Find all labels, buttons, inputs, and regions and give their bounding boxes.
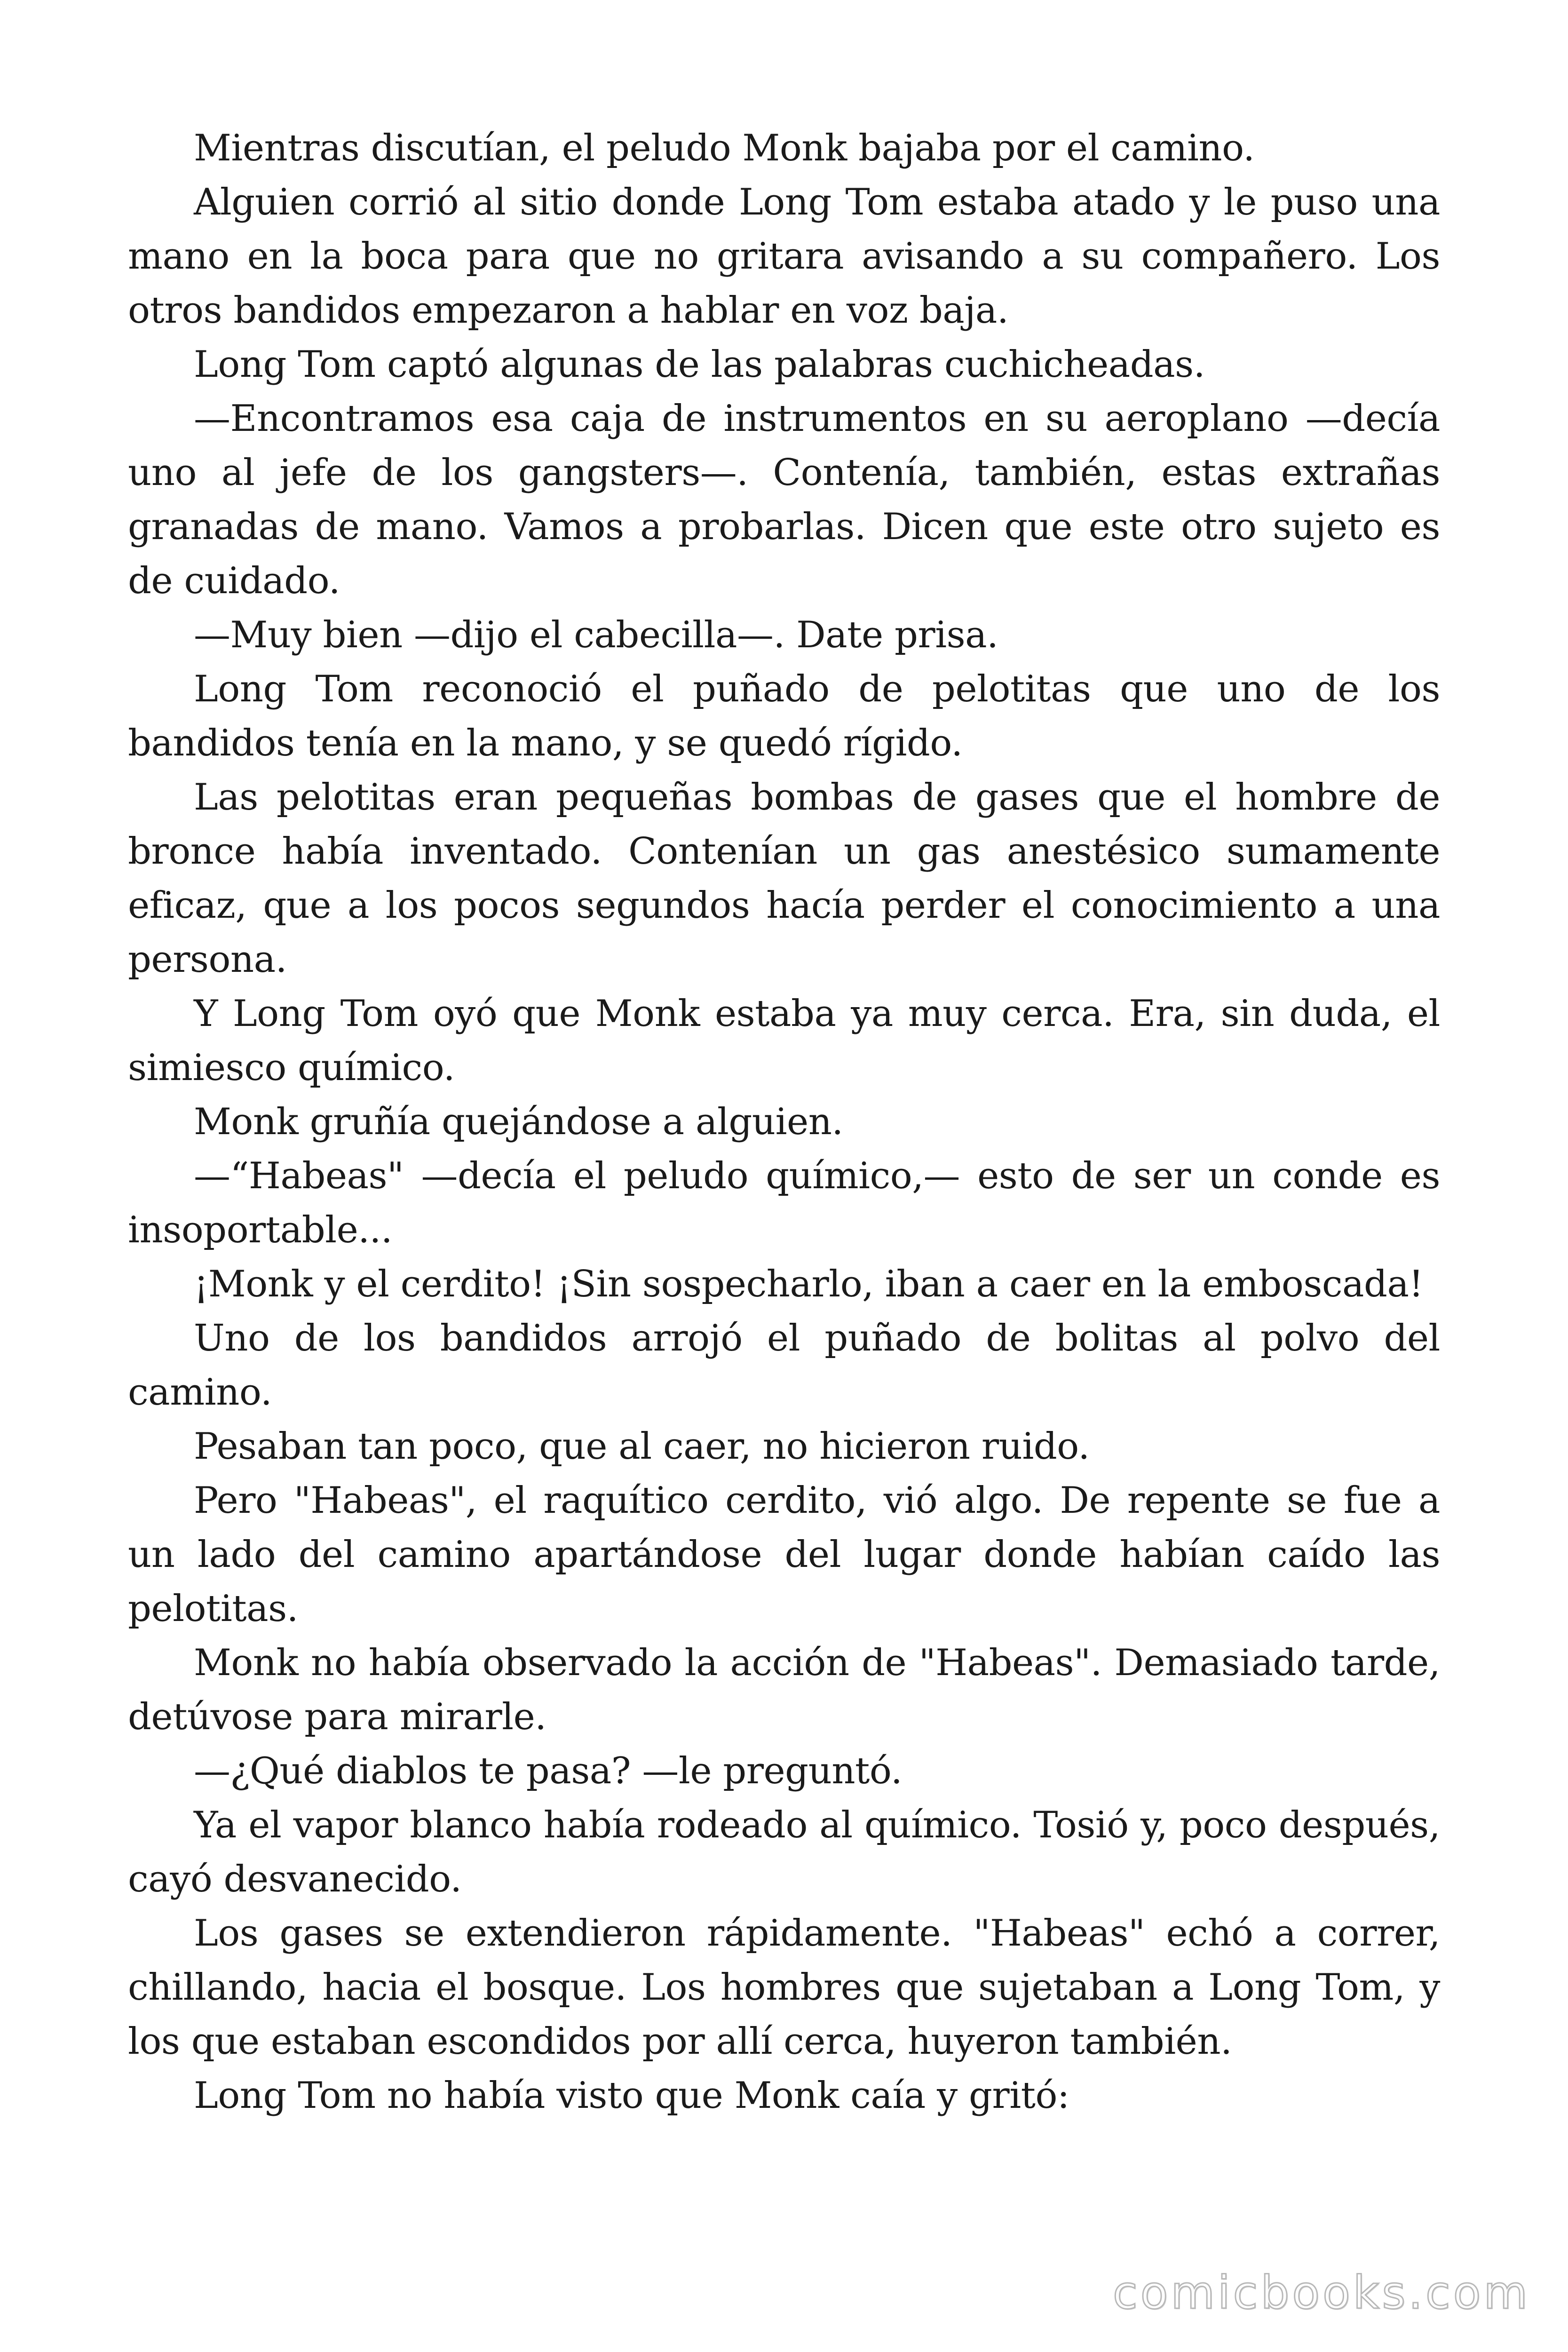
paragraph-15: Monk no había observado la acción de "Habeas". Demasiado tarde, detúvose para mirarle.: [128, 1642, 1440, 1738]
paragraph-14: Pero "Habeas", el raquítico cerdito, vió algo. De repente se fue a un lado del camino apartándose del lugar donde habían caído las pelotitas.: [128, 1479, 1440, 1630]
paragraph-16: —¿Qué diablos te pasa? —le preguntó.: [194, 1750, 903, 1792]
paragraph-5: —Muy bien —dijo el cabecilla—. Date prisa.: [194, 614, 998, 656]
paragraph-19: Long Tom no había visto que Monk caía y gritó:: [194, 2074, 1069, 2117]
paragraph-13: Pesaban tan poco, que al caer, no hicieron ruido.: [194, 1425, 1090, 1468]
watermark: comicbooks.com: [1112, 2266, 1530, 2319]
paragraph-4: —Encontramos esa caja de instrumentos en su aeroplano —decía uno al jefe de los gangsters—. Contenía, también, estas extrañas granadas de mano. Vamos a probarlas. Dicen que este otro sujeto es de cuidado.: [128, 397, 1440, 602]
paragraph-11: ¡Monk y el cerdito! ¡Sin sospecharlo, iban a caer en la emboscada!: [194, 1263, 1424, 1305]
paragraph-6: Long Tom reconoció el puñado de pelotitas que uno de los bandidos tenía en la mano, y se quedó rígido.: [128, 668, 1440, 764]
paragraph-2: Alguien corrió al sitio donde Long Tom estaba atado y le puso una mano en la boca para que no gritara avisando a su compañero. Los otros bandidos empezaron a hablar en voz baja.: [128, 181, 1440, 332]
paragraph-9: Monk gruñía quejándose a alguien.: [194, 1101, 843, 1143]
body-text: [128, 121, 1440, 2123]
paragraph-12: Uno de los bandidos arrojó el puñado de bolitas al polvo del camino.: [128, 1317, 1440, 1414]
paragraph-10: —“Habeas" —decía el peludo químico,— esto de ser un conde es insoportable...: [128, 1155, 1440, 1251]
paragraph-1: Mientras discutían, el peludo Monk bajaba por el camino.: [194, 127, 1255, 169]
paragraph-18: Los gases se extendieron rápidamente. "Habeas" echó a correr, chillando, hacia el bosque. Los hombres que sujetaban a Long Tom, y los que estaban escondidos por allí cerca, huyeron también.: [128, 1912, 1440, 2063]
paragraph-3: Long Tom captó algunas de las palabras cuchicheadas.: [194, 343, 1205, 386]
paragraph-7: Las pelotitas eran pequeñas bombas de gases que el hombre de bronce había inventado. Contenían un gas anestésico sumamente eficaz, que a los pocos segundos hacía perder el conocimiento a una persona.: [128, 776, 1440, 981]
paragraph-8: Y Long Tom oyó que Monk estaba ya muy cerca. Era, sin duda, el simiesco químico.: [128, 993, 1440, 1089]
paragraph-17: Ya el vapor blanco había rodeado al químico. Tosió y, poco después, cayó desvanecido.: [128, 1804, 1440, 1900]
